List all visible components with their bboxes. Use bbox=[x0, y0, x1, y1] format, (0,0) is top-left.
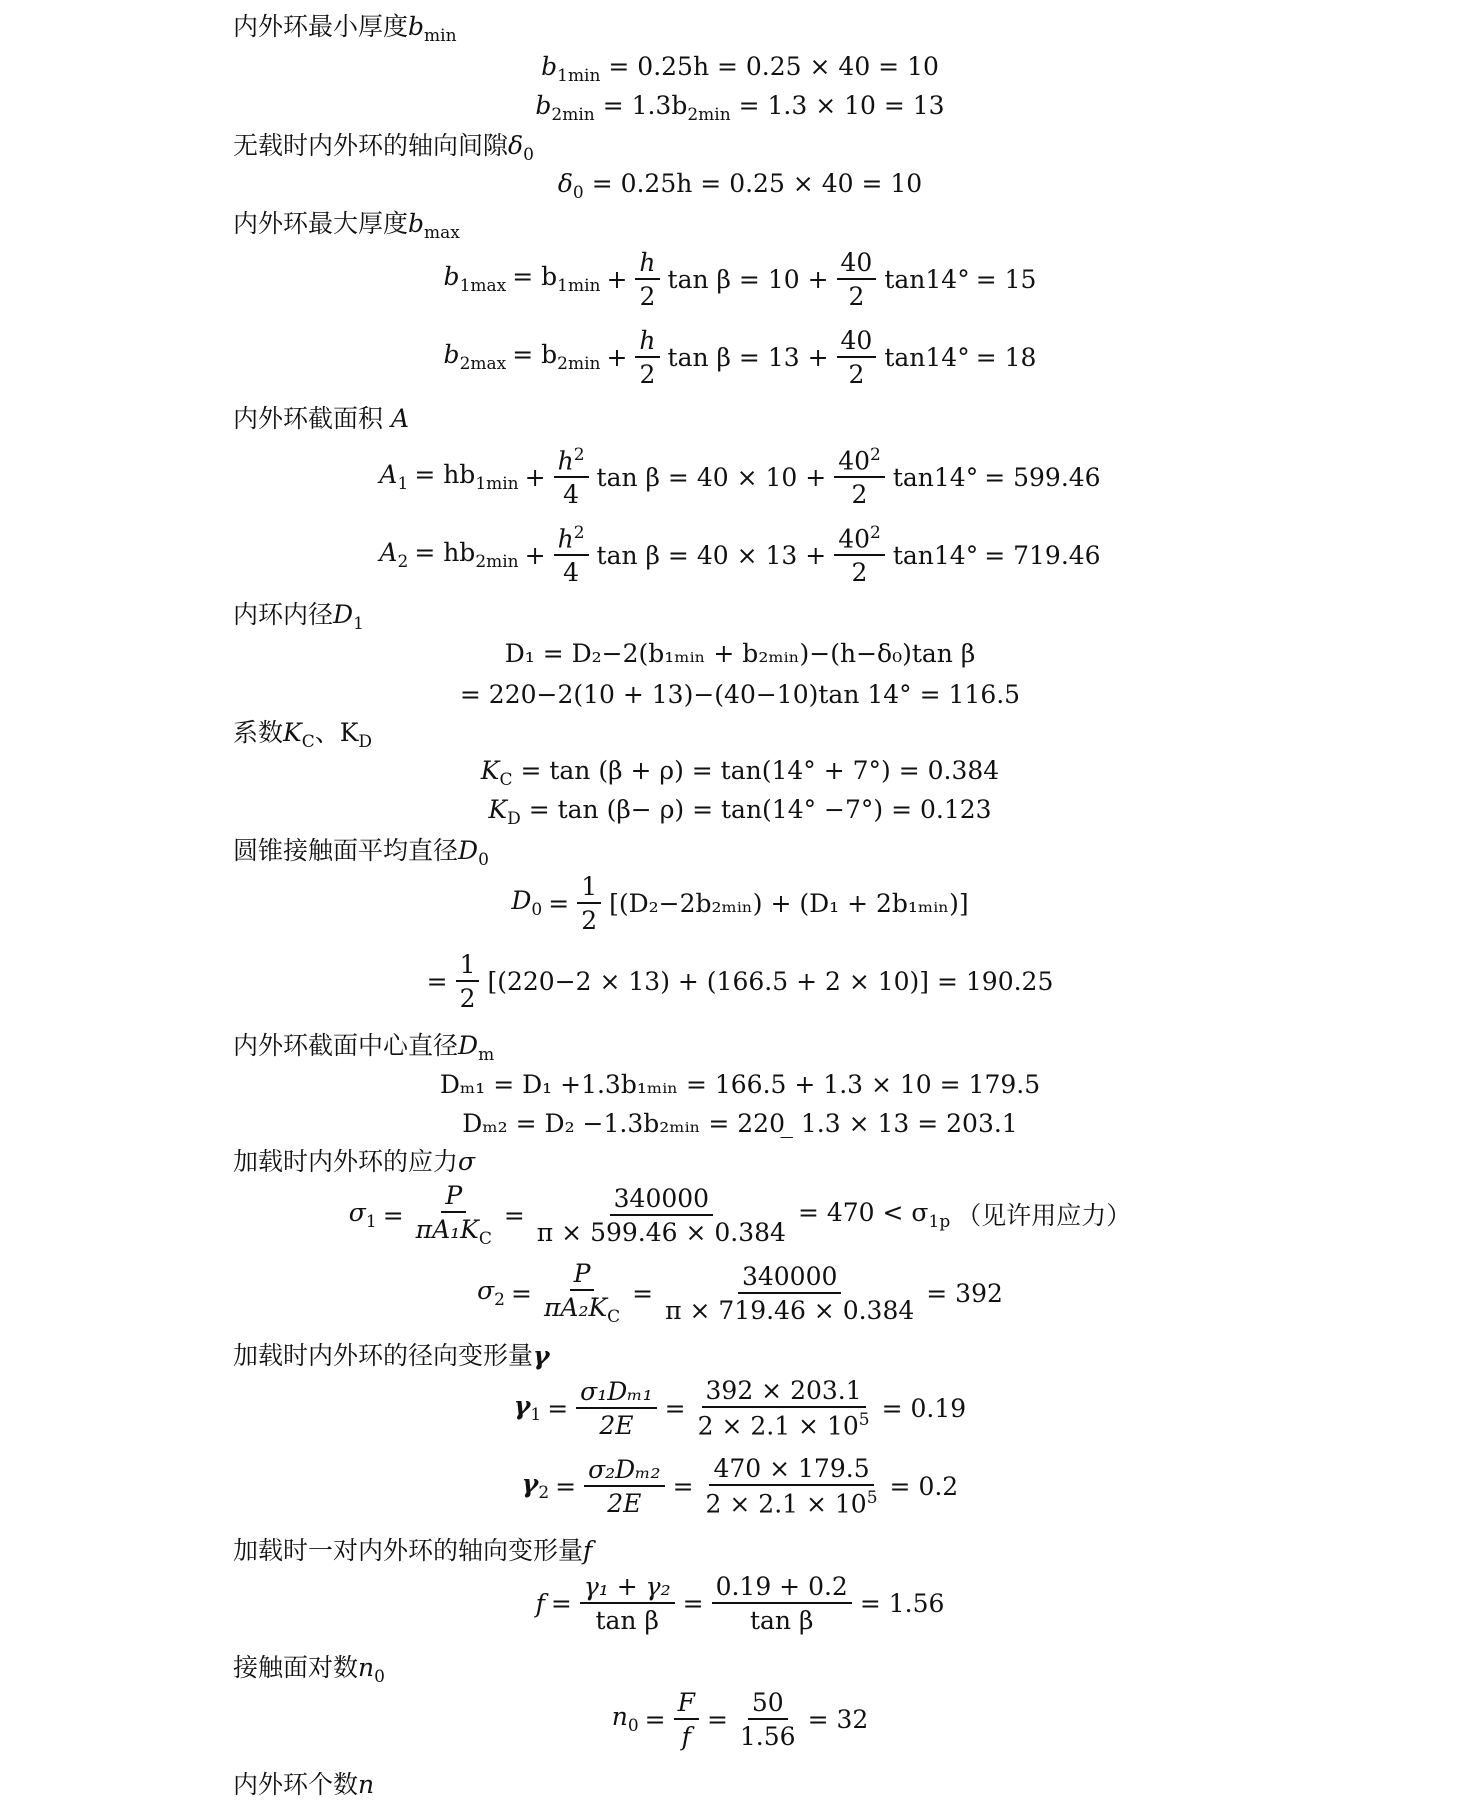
eq-expression: = 1.3b bbox=[602, 91, 688, 120]
eq-expression: = bbox=[503, 1200, 525, 1230]
fraction-denominator: 2 bbox=[639, 282, 656, 311]
equation-sigma1 bbox=[0, 1183, 1480, 1248]
heading-inner-diameter bbox=[233, 602, 1480, 633]
fraction-numerator: P bbox=[441, 1183, 466, 1213]
eq-subscript: 1 bbox=[365, 1211, 377, 1232]
fraction-numerator: 40 bbox=[837, 328, 877, 358]
eq-expression: = tan (β− ρ) = tan(14° −7°) = 0.123 bbox=[528, 795, 992, 824]
heading-symbol: n bbox=[358, 1770, 375, 1799]
eq-expression: + bbox=[606, 343, 628, 372]
fraction-denominator: π × 719.46 × 0.384 bbox=[665, 1295, 915, 1325]
equation-gamma1 bbox=[0, 1376, 1480, 1441]
fraction bbox=[712, 1574, 852, 1633]
heading-center-diameter bbox=[233, 1033, 1480, 1064]
fraction bbox=[540, 1261, 624, 1326]
heading-contact-pairs bbox=[233, 1655, 1480, 1686]
fraction-denominator: 2 bbox=[848, 360, 865, 389]
eq-result: = 470 < σ bbox=[797, 1198, 929, 1227]
eq-expression: = 0.25h = 0.25 × 40 = 10 bbox=[608, 52, 939, 81]
equation-d0 bbox=[0, 874, 1480, 933]
eq-expression: tan14° bbox=[884, 265, 970, 294]
fraction bbox=[577, 874, 601, 933]
eq-expression: = bbox=[632, 1278, 654, 1308]
heading-text: 内外环截面积 bbox=[233, 404, 384, 433]
fraction-denominator: 2E bbox=[599, 1410, 634, 1440]
fraction bbox=[412, 1183, 496, 1248]
eq-symbol: D bbox=[511, 886, 532, 916]
heading-axial-deformation bbox=[233, 1538, 1480, 1563]
eq-symbol: A bbox=[379, 537, 398, 567]
fraction bbox=[635, 328, 659, 387]
fraction-denominator: tan β bbox=[749, 1606, 814, 1635]
fraction-numerator: P bbox=[570, 1261, 595, 1291]
eq-expression: tan14° bbox=[884, 343, 970, 372]
fraction bbox=[674, 1690, 699, 1749]
eq-expression: = 220−2(10 + 13)−(40−10)tan 14° = 116.5 bbox=[459, 680, 1021, 709]
eq-expression: + bbox=[524, 462, 546, 492]
heading-symbol: A bbox=[390, 404, 410, 433]
heading-symbol: b bbox=[408, 209, 425, 238]
eq-subscript: D bbox=[507, 808, 521, 829]
equation-dm2 bbox=[0, 1111, 1480, 1136]
equation-b2min bbox=[0, 93, 1480, 124]
fraction bbox=[834, 445, 885, 510]
heading-subscript: 1 bbox=[353, 613, 364, 634]
eq-expression: = b bbox=[512, 262, 558, 292]
fraction bbox=[837, 328, 877, 387]
heading-section-area bbox=[233, 406, 1480, 431]
heading-symbol: δ bbox=[508, 131, 524, 160]
eq-expression: = bbox=[548, 889, 570, 918]
fraction-denominator: πA₁K bbox=[415, 1215, 479, 1244]
fraction-numerator: 1 bbox=[456, 952, 480, 982]
eq-subscript: 1p bbox=[928, 1211, 951, 1232]
heading-subscript: 0 bbox=[478, 849, 489, 870]
fraction bbox=[554, 523, 589, 588]
eq-symbol: f bbox=[535, 1589, 545, 1618]
fraction-denominator: πA₂K bbox=[543, 1293, 608, 1322]
eq-expression: + bbox=[606, 265, 628, 294]
equation-a2 bbox=[0, 523, 1480, 588]
eq-result: = 32 bbox=[807, 1705, 869, 1734]
eq-expression: D₁ = D₂−2(b₁ₘᵢₙ + b₂ₘᵢₙ)−(h−δ₀)tan β bbox=[504, 639, 976, 668]
heading-text: 加载时内外环的应力 bbox=[233, 1147, 459, 1176]
eq-expression: tan14° bbox=[892, 540, 979, 570]
heading-subscript: m bbox=[478, 1044, 495, 1065]
heading-text: 内外环截面中心直径 bbox=[233, 1031, 459, 1060]
eq-expression: [(220−2 × 13) + (166.5 + 2 × 10)] = 190.25 bbox=[487, 967, 1054, 996]
fraction-denominator: 2 × 2.1 × 10 bbox=[705, 1489, 867, 1519]
fraction-denominator: 2 bbox=[639, 360, 656, 389]
heading-symbol: D bbox=[458, 1031, 479, 1060]
eq-subscript: 2min bbox=[475, 551, 519, 572]
fraction-numerator: γ₁ + γ₂ bbox=[580, 1574, 675, 1604]
fraction bbox=[580, 1574, 675, 1633]
eq-expression: = bbox=[706, 1705, 728, 1734]
heading-ring-count bbox=[233, 1772, 1480, 1797]
fraction bbox=[661, 1261, 918, 1325]
eq-subscript: 0 bbox=[531, 899, 543, 920]
fraction bbox=[834, 523, 885, 588]
eq-subscript: 2min bbox=[551, 104, 595, 125]
equation-b2max bbox=[0, 328, 1480, 387]
equation-delta0 bbox=[0, 171, 1480, 202]
fraction-numerator: h bbox=[635, 250, 659, 280]
fraction bbox=[554, 445, 589, 510]
eq-subscript: 2 bbox=[397, 551, 409, 572]
eq-result: = 0.19 bbox=[881, 1393, 967, 1423]
heading-symbol: n bbox=[358, 1653, 375, 1682]
fraction-denominator: 2 bbox=[851, 558, 868, 588]
fraction bbox=[694, 1376, 874, 1441]
eq-subscript: 1 bbox=[530, 1404, 542, 1425]
eq-expression: + bbox=[524, 540, 546, 570]
heading-symbol: K bbox=[283, 718, 302, 747]
eq-expression: = tan (β + ρ) = tan(14° + 7°) = 0.384 bbox=[520, 756, 1000, 785]
heading-text: 接触面对数 bbox=[233, 1653, 359, 1682]
eq-subscript: 1 bbox=[397, 473, 409, 494]
fraction bbox=[837, 250, 877, 309]
fraction-denominator: 2 × 2.1 × 10 bbox=[697, 1411, 859, 1441]
heading-radial-deformation bbox=[233, 1343, 1480, 1368]
fraction-numerator: 470 × 179.5 bbox=[709, 1456, 873, 1486]
heading-text: 内环内径 bbox=[233, 600, 334, 629]
eq-symbol: γ bbox=[521, 1468, 539, 1498]
eq-result: = 0.2 bbox=[889, 1471, 959, 1501]
eq-expression: = hb bbox=[414, 459, 476, 489]
fraction-denominator: 2 bbox=[459, 984, 476, 1013]
heading-text: 内外环最大厚度 bbox=[233, 209, 409, 238]
eq-subscript: 0 bbox=[572, 182, 584, 203]
eq-subscript: 0 bbox=[627, 1715, 639, 1736]
eq-symbol: b bbox=[541, 52, 558, 81]
fraction bbox=[736, 1690, 800, 1749]
fraction-denominator: f bbox=[681, 1722, 691, 1751]
eq-expression: tan β = 13 + bbox=[667, 343, 829, 372]
eq-result: = 18 bbox=[975, 343, 1037, 372]
heading-symbol: D bbox=[458, 836, 479, 865]
equation-d0-value bbox=[0, 952, 1480, 1011]
eq-subscript: 2max bbox=[459, 353, 507, 374]
heading-subscript: max bbox=[424, 222, 460, 243]
equation-n0 bbox=[0, 1690, 1480, 1749]
eq-result: = 1.56 bbox=[859, 1589, 945, 1618]
eq-note: （见许用应力） bbox=[956, 1200, 1132, 1230]
fraction-numerator: σ₂Dₘ₂ bbox=[584, 1457, 665, 1487]
equation-kd bbox=[0, 797, 1480, 828]
fraction bbox=[456, 952, 480, 1011]
fraction-numerator: 40 bbox=[838, 524, 870, 554]
eq-expression: = 0.25h = 0.25 × 40 = 10 bbox=[591, 169, 923, 198]
heading-text: 加载时一对内外环的轴向变形量 bbox=[233, 1536, 584, 1565]
fraction bbox=[533, 1183, 790, 1247]
heading-subscript: 0 bbox=[523, 144, 534, 165]
equation-gamma2 bbox=[0, 1454, 1480, 1519]
heading-symbol: 、K bbox=[314, 718, 359, 747]
fraction-numerator: 1 bbox=[577, 874, 601, 904]
equation-dm1 bbox=[0, 1072, 1480, 1097]
eq-subscript: C bbox=[607, 1306, 621, 1327]
equation-d1-value bbox=[0, 682, 1480, 707]
eq-subscript: 1min bbox=[557, 275, 601, 296]
eq-expression: = hb bbox=[414, 537, 476, 567]
fraction-numerator: 40 bbox=[838, 446, 870, 476]
heading-min-thickness bbox=[233, 14, 1480, 45]
eq-subscript: 1max bbox=[459, 275, 507, 296]
fraction-numerator: 0.19 + 0.2 bbox=[712, 1574, 852, 1604]
heading-symbol: b bbox=[408, 12, 425, 41]
eq-symbol: K bbox=[488, 795, 508, 824]
eq-subscript: 2 bbox=[494, 1289, 505, 1310]
eq-result: = 15 bbox=[975, 265, 1037, 294]
fraction-numerator: 50 bbox=[748, 1690, 788, 1720]
eq-symbol: σ bbox=[477, 1276, 495, 1305]
heading-subscript: 0 bbox=[374, 1666, 385, 1687]
equation-kc bbox=[0, 758, 1480, 789]
eq-expression: Dₘ₁ = D₁ +1.3b₁ₘᵢₙ = 166.5 + 1.3 × 10 = 179.5 bbox=[439, 1070, 1041, 1099]
eq-expression: = bbox=[644, 1705, 666, 1734]
eq-symbol: δ bbox=[557, 169, 573, 198]
fraction-denominator: 4 bbox=[563, 558, 580, 588]
eq-subscript: C bbox=[499, 769, 513, 790]
fraction-numerator: 40 bbox=[837, 250, 877, 280]
eq-expression: tan β = 10 + bbox=[667, 265, 829, 294]
eq-subscript: 2min bbox=[687, 104, 731, 125]
eq-symbol: b bbox=[535, 91, 552, 120]
superscript: 2 bbox=[573, 445, 585, 465]
eq-expression: = bbox=[682, 1589, 704, 1618]
heading-coefficients bbox=[233, 720, 1480, 751]
eq-subscript: 1min bbox=[557, 65, 601, 86]
fraction bbox=[635, 250, 659, 309]
eq-result: = 599.46 bbox=[984, 462, 1101, 492]
eq-expression: = bbox=[555, 1471, 577, 1501]
eq-expression: = 1.3 × 10 = 13 bbox=[738, 91, 945, 120]
fraction bbox=[584, 1454, 665, 1518]
equation-d1 bbox=[0, 641, 1480, 666]
eq-subscript: 1min bbox=[475, 473, 519, 494]
heading-subscript: C bbox=[301, 731, 315, 752]
heading-axial-gap bbox=[233, 133, 1480, 164]
heading-stress bbox=[233, 1149, 1480, 1174]
eq-symbol: K bbox=[480, 756, 500, 785]
equation-b1max bbox=[0, 250, 1480, 309]
eq-symbol: γ bbox=[513, 1390, 531, 1420]
equation-f bbox=[0, 1574, 1480, 1633]
eq-expression: tan β = 40 × 13 + bbox=[596, 540, 827, 570]
fraction-numerator: h bbox=[557, 524, 574, 554]
fraction-denominator: tan β bbox=[595, 1606, 659, 1635]
superscript: 2 bbox=[870, 445, 881, 465]
eq-expression: tan14° bbox=[892, 462, 979, 492]
fraction-numerator: σ₁Dₘ₁ bbox=[576, 1379, 657, 1409]
fraction-numerator: 340000 bbox=[610, 1186, 713, 1216]
eq-expression: = bbox=[664, 1393, 686, 1423]
fraction bbox=[702, 1454, 882, 1519]
fraction-denominator: 2 bbox=[581, 906, 598, 935]
heading-mean-diameter bbox=[233, 838, 1480, 869]
heading-text: 加载时内外环的径向变形量 bbox=[233, 1341, 534, 1370]
heading-max-thickness bbox=[233, 211, 1480, 242]
heading-text: 圆锥接触面平均直径 bbox=[233, 836, 459, 865]
eq-expression: = bbox=[550, 1589, 572, 1618]
eq-symbol: b bbox=[443, 340, 460, 370]
fraction-numerator: h bbox=[557, 446, 574, 476]
eq-subscript: 2min bbox=[557, 353, 601, 374]
eq-symbol: A bbox=[379, 459, 398, 489]
fraction-numerator: F bbox=[674, 1690, 699, 1720]
heading-symbol: γ bbox=[533, 1341, 550, 1370]
fraction-denominator: 2E bbox=[607, 1488, 642, 1518]
eq-subscript: 2 bbox=[538, 1482, 550, 1503]
equation-sigma2 bbox=[0, 1261, 1480, 1326]
heading-symbol: D bbox=[333, 600, 354, 629]
fraction-denominator: 1.56 bbox=[739, 1722, 796, 1751]
eq-symbol: b bbox=[443, 262, 460, 292]
eq-symbol: n bbox=[611, 1702, 628, 1732]
fraction-numerator: 340000 bbox=[738, 1264, 841, 1294]
eq-expression: = bbox=[426, 967, 448, 996]
heading-text: 内外环最小厚度 bbox=[233, 12, 409, 41]
eq-expression: Dₘ₂ = D₂ −1.3b₂ₘᵢₙ = 220 ̲ 1.3 × 13 = 203.1 bbox=[462, 1109, 1018, 1138]
fraction-numerator: h bbox=[635, 328, 659, 358]
eq-expression: tan β = 40 × 10 + bbox=[596, 462, 827, 492]
fraction-denominator: 2 bbox=[851, 480, 868, 510]
eq-expression: = b bbox=[512, 340, 558, 370]
eq-result: = 719.46 bbox=[984, 540, 1101, 570]
fraction-denominator: 2 bbox=[848, 282, 865, 311]
heading-text: 系数 bbox=[233, 718, 284, 747]
equation-b1min bbox=[0, 54, 1480, 85]
eq-expression: = bbox=[382, 1200, 404, 1230]
superscript: 2 bbox=[573, 523, 585, 543]
heading-symbol: σ bbox=[458, 1147, 476, 1176]
fraction-numerator: 392 × 203.1 bbox=[702, 1378, 866, 1408]
heading-text: 内外环个数 bbox=[233, 1770, 359, 1799]
heading-subscript: min bbox=[424, 25, 457, 46]
fraction-denominator: 4 bbox=[563, 480, 580, 510]
fraction bbox=[576, 1376, 657, 1440]
heading-text: 无载时内外环的轴向间隙 bbox=[233, 131, 509, 160]
superscript: 5 bbox=[866, 1488, 878, 1508]
heading-subscript: D bbox=[358, 731, 373, 752]
superscript: 5 bbox=[858, 1410, 870, 1430]
equation-a1 bbox=[0, 445, 1480, 510]
eq-result: = 392 bbox=[926, 1278, 1003, 1308]
eq-expression: [(D₂−2b₂ₘᵢₙ) + (D₁ + 2b₁ₘᵢₙ)] bbox=[609, 889, 969, 918]
eq-expression: = bbox=[511, 1278, 532, 1308]
heading-symbol: f bbox=[583, 1536, 593, 1565]
superscript: 2 bbox=[870, 523, 881, 543]
eq-expression: = bbox=[547, 1393, 569, 1423]
eq-symbol: σ bbox=[348, 1198, 366, 1227]
eq-expression: = bbox=[672, 1471, 694, 1501]
eq-subscript: C bbox=[478, 1228, 492, 1249]
fraction-denominator: π × 599.46 × 0.384 bbox=[536, 1217, 786, 1247]
